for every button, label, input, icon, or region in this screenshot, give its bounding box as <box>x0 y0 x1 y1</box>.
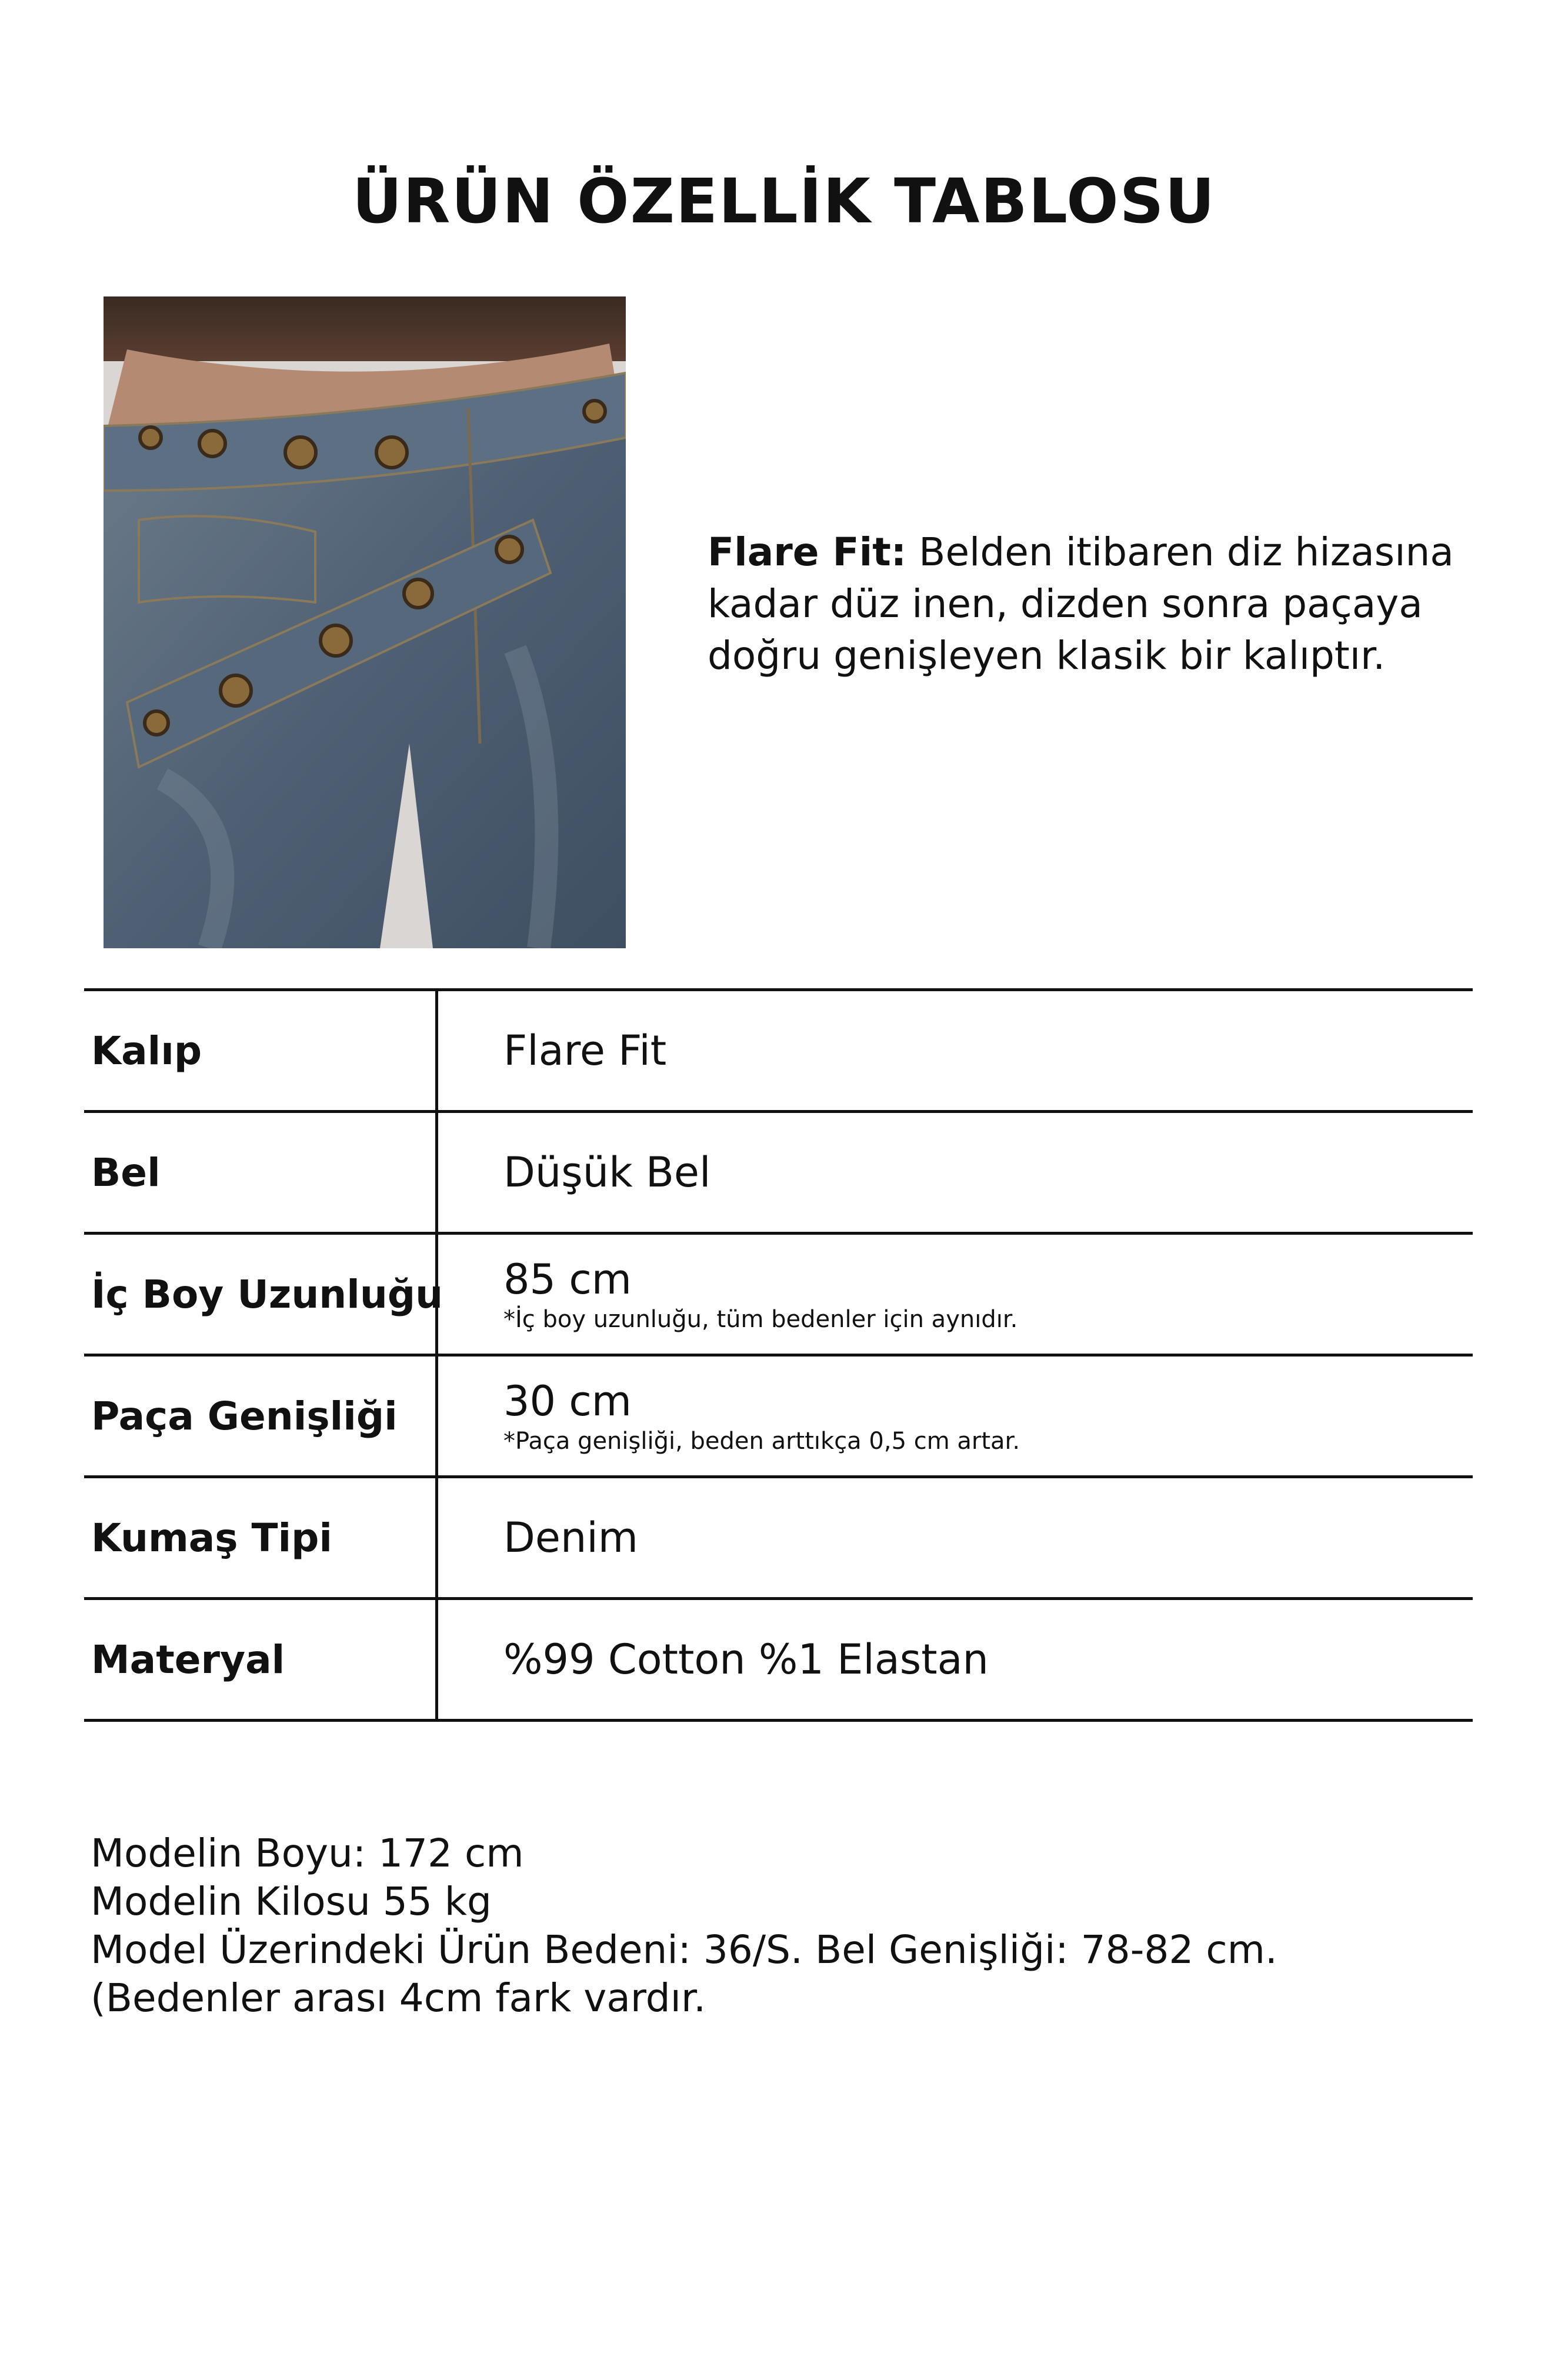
spec-value-cell <box>503 991 666 1110</box>
spec-label: İç Boy Uzunluğu <box>91 1271 443 1317</box>
fit-term: Flare Fit: <box>708 529 907 575</box>
spec-value-cell <box>503 1478 638 1597</box>
column-divider <box>435 991 438 1113</box>
column-divider <box>435 1357 438 1478</box>
spec-value: Flare Fit <box>503 1026 667 1075</box>
spec-row-materyal <box>84 1600 1473 1722</box>
model-info <box>91 1829 1455 2022</box>
model-size: Model Üzerindeki Ürün Bedeni: 36/S. Bel Genişliği: 78-82 cm. (Bedenler arası 4cm fark vardır. <box>91 1927 1277 2021</box>
spec-value: Denim <box>503 1514 638 1562</box>
column-divider <box>435 1113 438 1235</box>
model-height: Modelin Boyu: 172 cm <box>91 1831 524 1876</box>
model-weight: Modelin Kilosu 55 kg <box>91 1879 492 1924</box>
spec-value: 30 cm <box>503 1377 632 1425</box>
spec-label: Kalıp <box>91 1028 202 1074</box>
jeans-illustration <box>104 296 626 948</box>
spec-value-cell <box>503 1113 710 1232</box>
spec-value: Düşük Bel <box>503 1148 711 1197</box>
spec-value: 85 cm <box>503 1255 632 1304</box>
spec-note: *İç boy uzunluğu, tüm bedenler için aynıdır. <box>503 1306 1018 1333</box>
fit-text: Belden itibaren diz hizasına kadar düz inen, dizden sonra paçaya doğru genişleyen klasik bir kalıptır. <box>708 529 1454 678</box>
spec-value-cell <box>503 1235 1017 1354</box>
spec-row-kumas <box>84 1478 1473 1600</box>
spec-value-cell <box>503 1600 989 1719</box>
spec-note: *Paça genişliği, beden arttıkça 0,5 cm artar. <box>503 1428 1020 1455</box>
spec-row-bel <box>84 1113 1473 1235</box>
spec-value: %99 Cotton %1 Elastan <box>503 1635 989 1684</box>
spec-table <box>84 988 1473 1722</box>
page-title: ÜRÜN ÖZELLİK TABLOSU <box>352 165 1216 237</box>
product-photo <box>104 296 626 948</box>
column-divider <box>435 1600 438 1722</box>
spec-label: Paça Genişliği <box>91 1393 398 1439</box>
column-divider <box>435 1478 438 1600</box>
spec-row-ic-boy <box>84 1235 1473 1357</box>
spec-value-cell <box>503 1357 1020 1475</box>
spec-row-kalip <box>84 991 1473 1113</box>
spec-label: Materyal <box>91 1637 285 1682</box>
spec-row-paca <box>84 1357 1473 1478</box>
fit-description <box>708 526 1496 682</box>
spec-label: Kumaş Tipi <box>91 1515 333 1561</box>
spec-label: Bel <box>91 1149 161 1195</box>
